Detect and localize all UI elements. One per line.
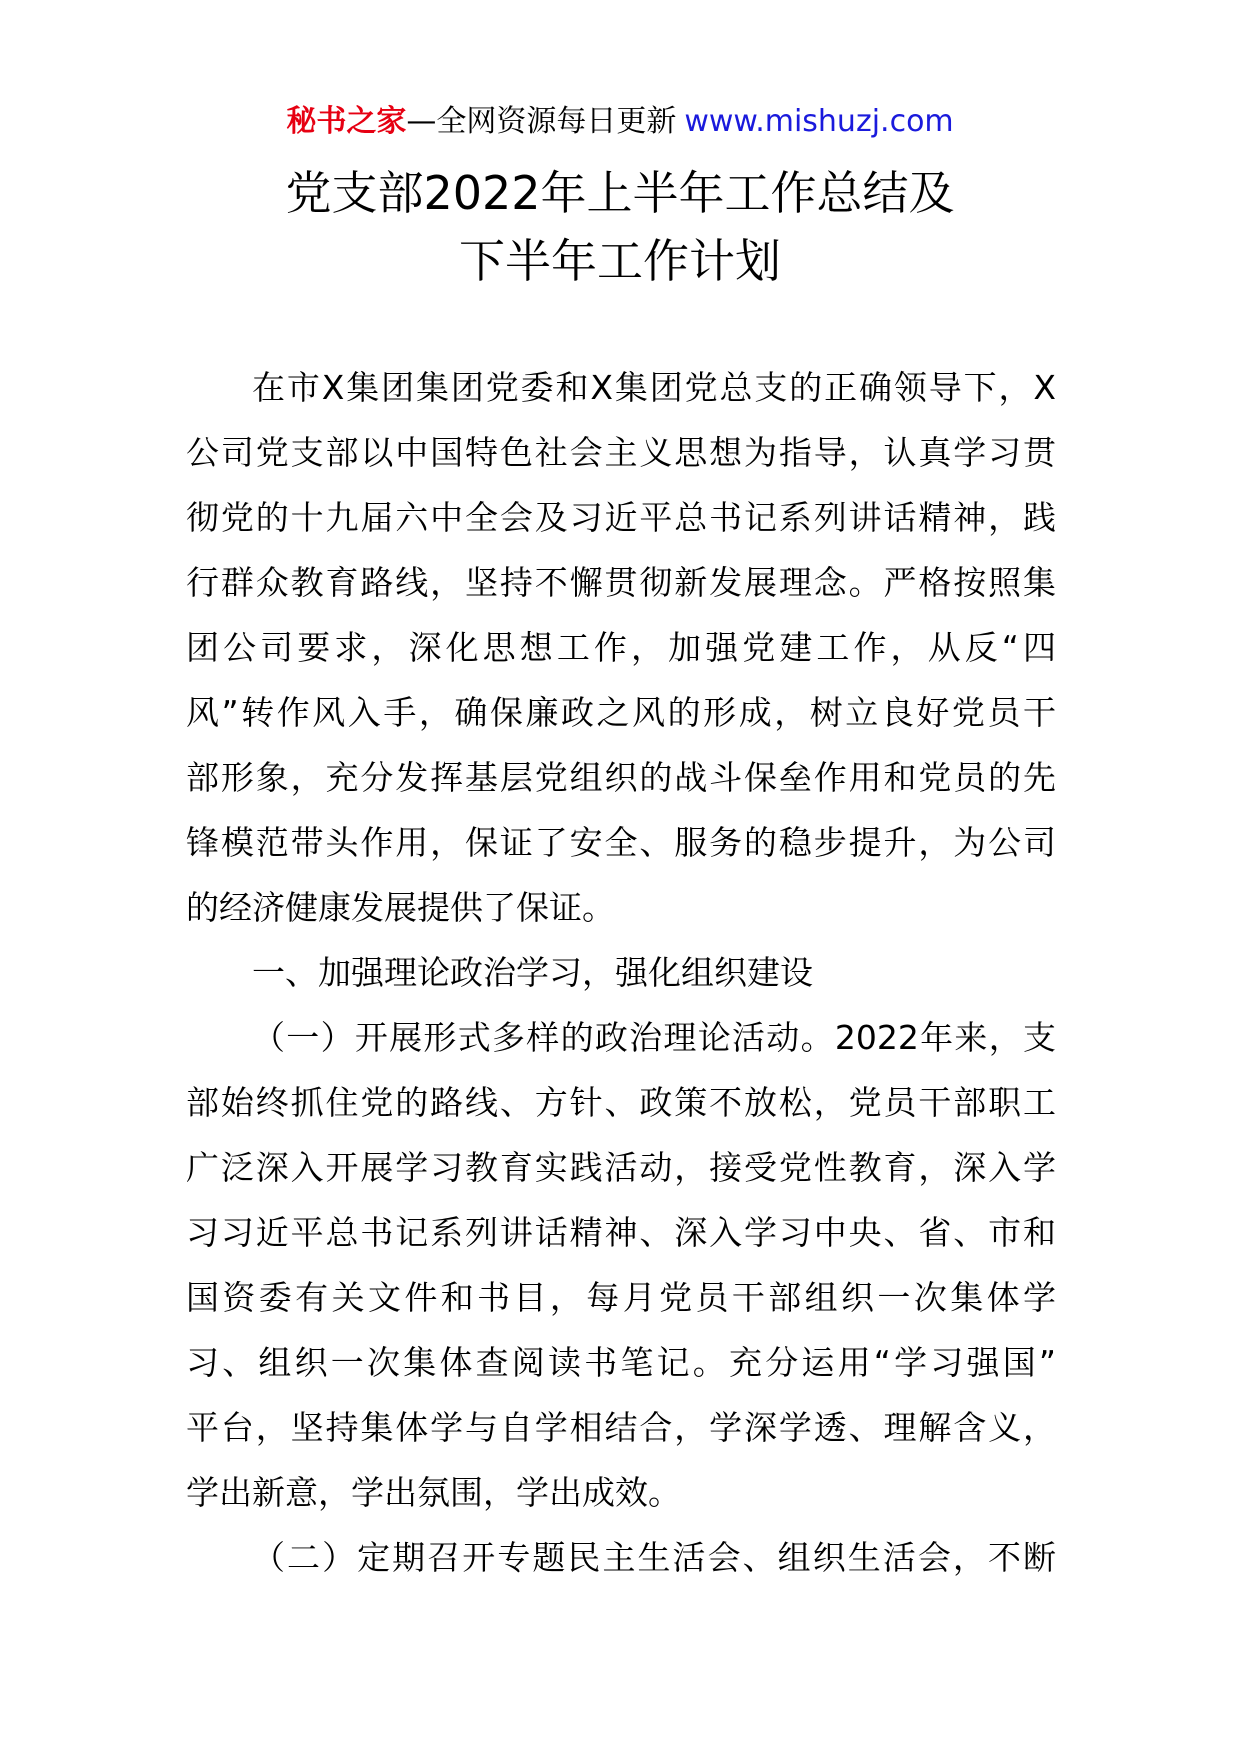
- paragraph-intro-line: 在市X集团集团党委和X集团党总支的正确领导下，X: [252, 368, 1056, 407]
- document-body: [186, 355, 1056, 1590]
- paragraph-1-line: 平台，坚持集体学与自学相结合，学深学透、理解含义，: [186, 1408, 1056, 1447]
- paragraph-1-line: 国资委有关文件和书目，每月党员干部组织一次集体学: [186, 1278, 1056, 1317]
- paragraph-1-line: 习习近平总书记系列讲话精神、深入学习中央、省、市和: [186, 1213, 1056, 1252]
- paragraph-intro-line: 锋模范带头作用，保证了安全、服务的稳步提升，为公司: [186, 823, 1056, 862]
- site-banner: [0, 102, 1240, 142]
- banner-url-link[interactable]: www.mishuzj.com: [684, 104, 954, 139]
- banner-slogan: —全网资源每日更新: [406, 104, 677, 139]
- paragraph-1-line: 部始终抓住党的路线、方针、政策不放松，党员干部职工: [186, 1083, 1056, 1122]
- paragraph-intro-line: 的经济健康发展提供了保证。: [186, 888, 615, 927]
- paragraph-1-line: 学出新意，学出氛围，学出成效。: [186, 1473, 681, 1512]
- banner-brand: 秘书之家: [286, 104, 407, 139]
- document-title-line-2: 下半年工作计划: [459, 234, 781, 288]
- paragraph-1-line: （一）开展形式多样的政治理论活动。2022年来，支: [252, 1018, 1056, 1057]
- paragraph-intro-line: 行群众教育路线，坚持不懈贯彻新发展理念。严格按照集: [186, 563, 1056, 602]
- paragraph-intro-line: 部形象，充分发挥基层党组织的战斗保垒作用和党员的先: [186, 758, 1056, 797]
- paragraph-1-line: 习、组织一次集体查阅读书笔记。充分运用“学习强国”: [186, 1343, 1056, 1382]
- paragraph-intro-line: 公司党支部以中国特色社会主义思想为指导，认真学习贯: [186, 433, 1056, 472]
- paragraph-2-line: （二）定期召开专题民主生活会、组织生活会，不断: [252, 1538, 1056, 1577]
- section-heading-1: 一、加强理论政治学习，强化组织建设: [252, 953, 813, 992]
- paragraph-intro-line: 彻党的十九届六中全会及习近平总书记系列讲话精神，践: [186, 498, 1056, 537]
- paragraph-1-line: 广泛深入开展学习教育实践活动，接受党性教育，深入学: [186, 1148, 1056, 1187]
- document-title-line-1: 党支部2022年上半年工作总结及: [285, 166, 955, 220]
- paragraph-intro-line: 团公司要求，深化思想工作，加强党建工作，从反“四: [186, 628, 1056, 667]
- paragraph-intro-line: 风”转作风入手，确保廉政之风的形成，树立良好党员干: [186, 693, 1056, 732]
